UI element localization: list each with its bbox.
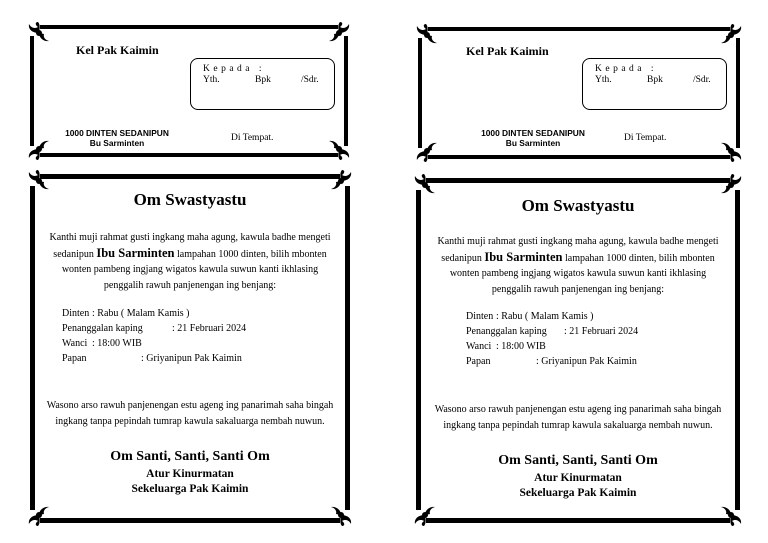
event-label: 1000 DINTEN SEDANIPUN Bu Sarminten bbox=[65, 128, 169, 148]
place-label: Di Tempat. bbox=[624, 133, 667, 143]
yth-label: Yth. bbox=[595, 75, 612, 85]
frame-right bbox=[736, 38, 740, 148]
corner-ornament-icon bbox=[326, 20, 352, 46]
invitation-card-right bbox=[412, 172, 744, 528]
kepada-label: Kepada : bbox=[595, 64, 658, 74]
frame-top bbox=[428, 27, 730, 31]
corner-ornament-icon bbox=[326, 136, 352, 162]
frame-bottom bbox=[428, 155, 730, 159]
deceased-name: Ibu Sarminten bbox=[96, 245, 175, 260]
event-label: 1000 DINTEN SEDANIPUN Bu Sarminten bbox=[481, 128, 585, 148]
frame-right bbox=[735, 190, 740, 510]
detail-row: Penanggalan kaping : 21 Februari 2024 bbox=[466, 326, 639, 337]
address-box bbox=[582, 58, 727, 110]
closing-paragraph: Wasono arso rawuh panjenengan estu ageng ing panarimah saha bingah ingkang tanpa pepindah tumrap kawula sakaluarga nembah nuwun. bbox=[46, 400, 334, 427]
detail-row: Penanggalan kaping : 21 Februari 2024 bbox=[62, 323, 247, 334]
sdr-label: /Sdr. bbox=[301, 75, 319, 85]
family-signature: Sekeluarga Pak Kaimin bbox=[519, 487, 637, 499]
bpk-label: Bpk bbox=[255, 75, 271, 85]
envelope-card-left bbox=[26, 20, 352, 162]
corner-ornament-icon bbox=[414, 138, 440, 164]
frame-left bbox=[418, 38, 422, 148]
detail-row: Wanci : 18:00 WIB bbox=[466, 341, 546, 352]
sender-name: Kel Pak Kaimin bbox=[466, 44, 549, 58]
bpk-label: Bpk bbox=[647, 75, 663, 85]
sender-name: Kel Pak Kaimin bbox=[76, 43, 159, 57]
intro-paragraph: Kanthi muji rahmat gusti ingkang maha agung, kawula badhe mengeti sedanipun Ibu Sarminten lampahan 1000 dinten, bilih mbonten wonten pambeng ingjang wigatos kawula suwun kanti ikhlasing penggalih rawuh panjenengan ing benjang: bbox=[49, 232, 331, 291]
detail-row: Papan : Griyanipun Pak Kaimin bbox=[62, 353, 242, 364]
closing-greeting: Om Santi, Santi, Santi Om bbox=[110, 449, 270, 464]
kepada-label: Kepada : bbox=[203, 64, 266, 74]
frame-top bbox=[40, 25, 338, 29]
corner-ornament-icon bbox=[26, 20, 52, 46]
event-details bbox=[466, 309, 716, 369]
address-box bbox=[190, 58, 335, 110]
frame-right bbox=[344, 36, 348, 146]
detail-row: Dinten : Rabu ( Malam Kamis ) bbox=[466, 311, 594, 322]
intro-paragraph: Kanthi muji rahmat gusti ingkang maha agung, kawula badhe mengeti sedanipun Ibu Sarminten lampahan 1000 dinten, bilih mbonten wonten pambeng ingjang wigatos kawula suwun kanti ikhlasing penggalih rawuh panjenengan ing benjang: bbox=[437, 236, 719, 295]
detail-row: Dinten : Rabu ( Malam Kamis ) bbox=[62, 308, 190, 319]
frame-left bbox=[416, 190, 421, 510]
envelope-card-right bbox=[414, 22, 744, 164]
deceased-name: Ibu Sarminten bbox=[484, 249, 563, 264]
regards-label: Atur Kinurmatan bbox=[146, 468, 234, 480]
yth-label: Yth. bbox=[203, 75, 220, 85]
regards-label: Atur Kinurmatan bbox=[534, 472, 622, 484]
corner-ornament-icon bbox=[718, 22, 744, 48]
frame-left bbox=[30, 186, 35, 510]
corner-ornament-icon bbox=[414, 22, 440, 48]
detail-row: Wanci : 18:00 WIB bbox=[62, 338, 142, 349]
greeting-title: Om Swastyastu bbox=[521, 196, 635, 215]
closing-greeting: Om Santi, Santi, Santi Om bbox=[498, 453, 658, 468]
frame-left bbox=[30, 36, 34, 146]
greeting-title: Om Swastyastu bbox=[133, 190, 247, 209]
invitation-body bbox=[46, 168, 334, 528]
sdr-label: /Sdr. bbox=[693, 75, 711, 85]
detail-row: Papan : Griyanipun Pak Kaimin bbox=[466, 356, 637, 367]
event-details bbox=[62, 306, 332, 366]
invitation-body bbox=[432, 172, 724, 528]
corner-ornament-icon bbox=[718, 138, 744, 164]
closing-paragraph: Wasono arso rawuh panjenengan estu ageng ing panarimah saha bingah ingkang tanpa pepindah tumrap kawula sakaluarga nembah nuwun. bbox=[434, 404, 722, 431]
invitation-card-left bbox=[26, 168, 354, 528]
frame-right bbox=[345, 186, 350, 510]
frame-bottom bbox=[40, 153, 338, 157]
family-signature: Sekeluarga Pak Kaimin bbox=[131, 483, 249, 495]
place-label: Di Tempat. bbox=[231, 133, 274, 143]
